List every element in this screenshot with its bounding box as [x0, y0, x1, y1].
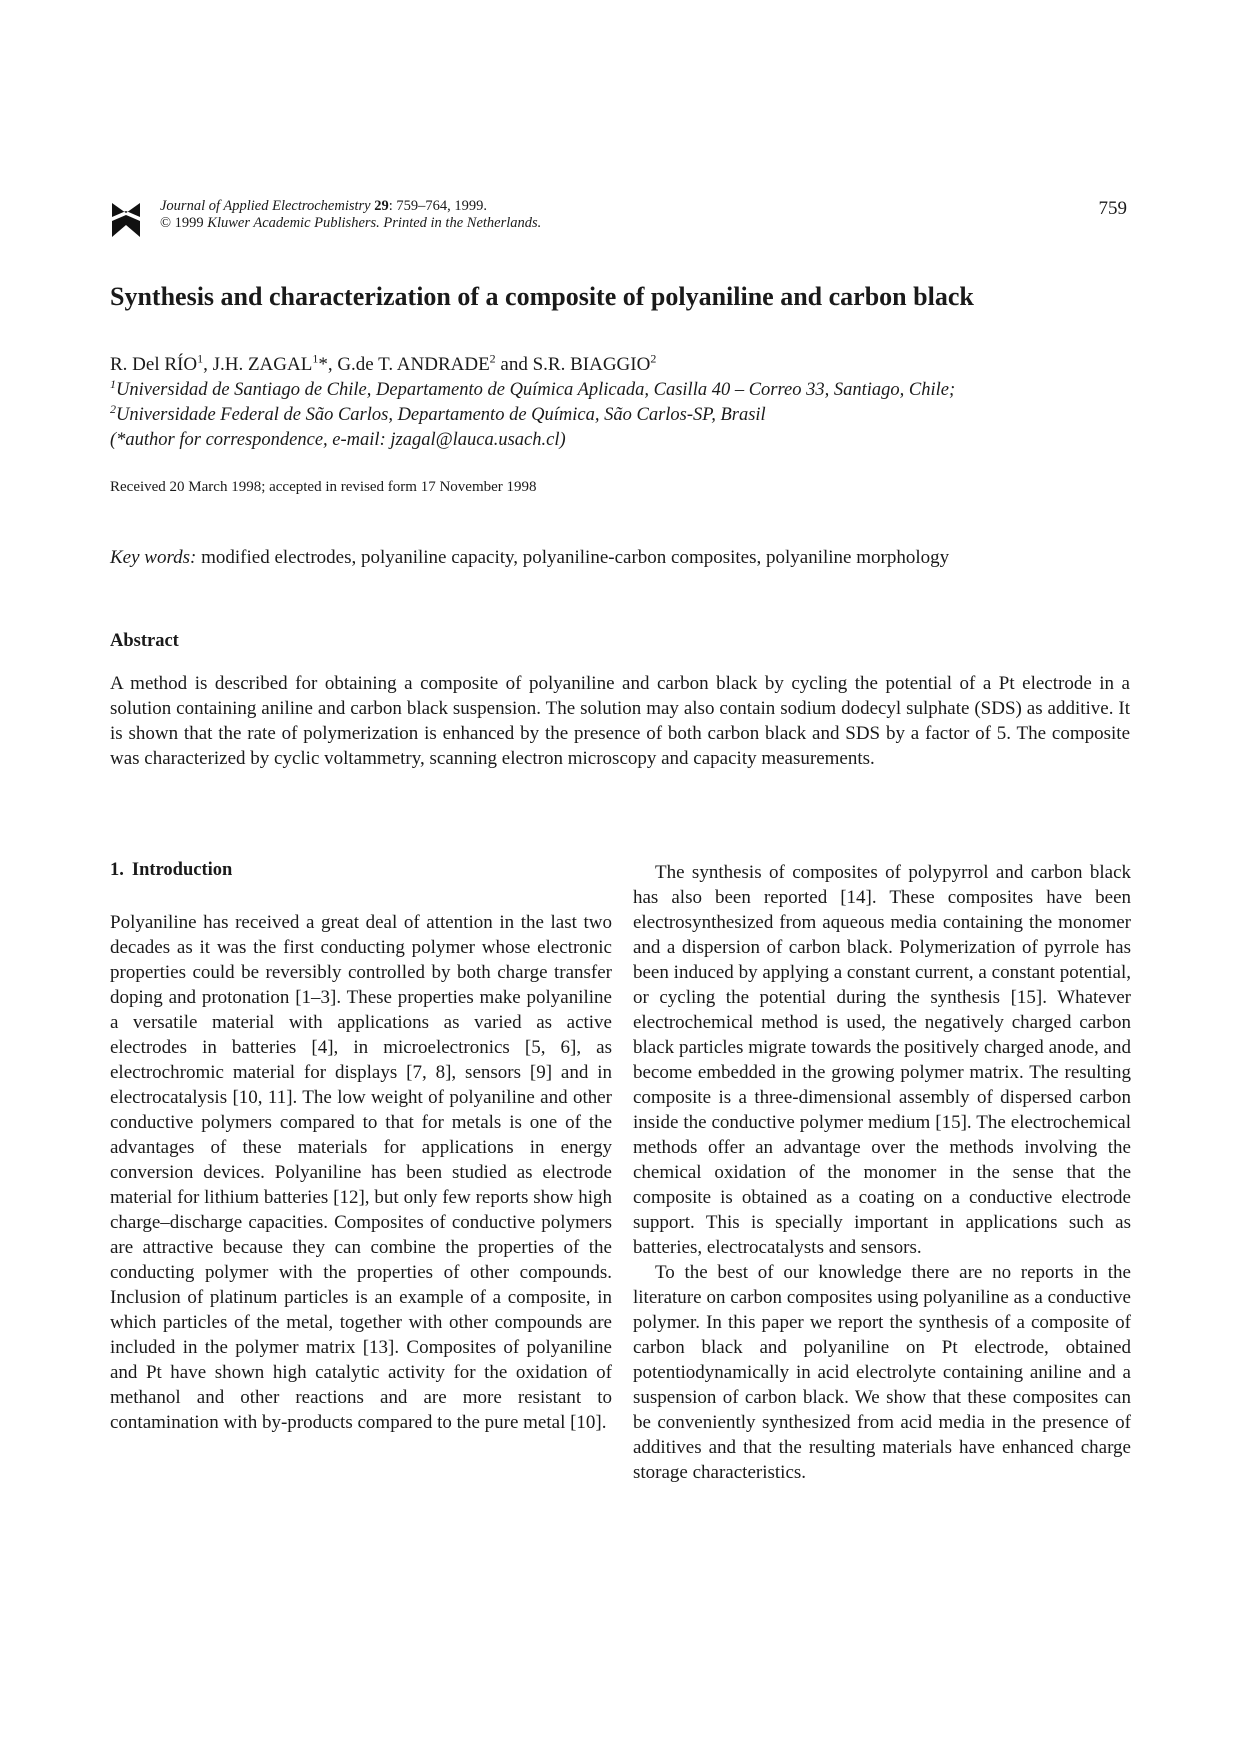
- copyright-line: [160, 215, 541, 232]
- affiliation-1: [110, 376, 956, 401]
- keywords-label: Key words:: [110, 547, 197, 568]
- paragraph: The synthesis of composites of polypyrrol and carbon black has also been reported [14]. These composites have been electrosynthesized from aqueous media containing the monomer and a dispersion of carbon black. Polymerization of pyrrole has been induced by applying a constant current, a constant potential, or cycling the potential during the synthesis [15]. Whatever electrochemical method is used, the negatively charged carbon black particles migrate towards the positively charged anode, and become embedded in the growing polymer matrix. The resulting composite is a three-dimensional assembly of dispersed carbon inside the conductive polymer medium [15]. The electrochemical methods offer an advantage over the methods involving the chemical oxidation of the monomer in the sense that the composite is obtained as a coating on a conductive electrode support. This is specially important in applications such as batteries, electrocatalysts and sensors.: [633, 862, 1131, 1258]
- journal-pages: : 759–764, 1999.: [388, 198, 488, 214]
- affiliation-text: Universidad de Santiago de Chile, Departamento de Química Aplicada, Casilla 40 – Correo 33, Santiago, Chile;: [116, 380, 956, 400]
- journal-name: Journal of Applied Electrochemistry: [160, 198, 371, 214]
- right-column: [633, 860, 1131, 1485]
- received-dates: Received 20 March 1998; accepted in revised form 17 November 1998: [110, 479, 537, 495]
- author-name: S.R. BIAGGIO: [532, 354, 651, 375]
- affiliation-sup: 2: [110, 401, 116, 416]
- paper-title: Synthesis and characterization of a composite of polyaniline and carbon black: [110, 282, 974, 311]
- keywords-text: modified electrodes, polyaniline capacity, polyaniline-carbon composites, polyaniline morphology: [196, 547, 950, 568]
- journal-citation: [160, 198, 541, 232]
- affiliation-text: Universidade Federal de São Carlos, Departamento de Química, São Carlos-SP, Brasil: [116, 405, 766, 425]
- author-affil-sup: 2: [650, 351, 657, 366]
- copyright-symbol: ©: [160, 215, 172, 231]
- author-name: G.de T. ANDRADE: [337, 354, 490, 375]
- section-heading-introduction: [110, 860, 240, 881]
- journal-line: [160, 198, 541, 215]
- affiliation-2: [110, 401, 766, 426]
- publisher-logo-icon: [110, 201, 142, 239]
- section-number: 1.: [110, 860, 124, 880]
- author-name: J.H. ZAGAL: [212, 354, 313, 375]
- author-separator: *,: [318, 354, 338, 375]
- author-separator: and: [495, 354, 533, 375]
- journal-volume: 29: [374, 198, 389, 214]
- keywords: [110, 547, 949, 569]
- correspondence-text: (*author for correspondence, e-mail: jzagal@lauca.usach.cl): [110, 430, 566, 450]
- correspondence-note: [110, 430, 566, 451]
- author-affil-sup: 1: [312, 351, 319, 366]
- copyright-year: 1999: [174, 215, 204, 231]
- left-column: [110, 910, 612, 1435]
- author-separator: ,: [203, 354, 213, 375]
- page-number: 759: [1098, 198, 1127, 219]
- paragraph: To the best of our knowledge there are no reports in the literature on carbon composites using polyaniline as a conductive polymer. In this paper we report the synthesis of a composite of carbon black and polyaniline on Pt electrode, obtained potentiodynamically in acid electrolyte containing aniline and a suspension of carbon black. We show that these composites can be conveniently synthesized from acid media in the presence of additives and that the resulting materials have enhanced charge storage characteristics.: [633, 1262, 1131, 1483]
- abstract-text: A method is described for obtaining a composite of polyaniline and carbon black by cycling the potential of a Pt electrode in a solution containing aniline and carbon black suspension. The solution may also contain sodium dodecyl sulphate (SDS) as additive. It is shown that the rate of polymerization is enhanced by the presence of both carbon black and SDS by a factor of 5. The composite was characterized by cyclic voltammetry, scanning electron microscopy and capacity measurements.: [110, 673, 1130, 769]
- author-affil-sup: 2: [489, 351, 496, 366]
- author-list: [110, 351, 657, 376]
- publisher-line: Kluwer Academic Publishers. Printed in the Netherlands.: [207, 215, 542, 231]
- paragraph: Polyaniline has received a great deal of attention in the last two decades as it was the first conducting polymer whose electronic properties could be reversibly controlled by both charge transfer doping and protonation [1–3]. These properties make polyaniline a versatile material with applications as varied as active electrodes in batteries [4], in microelectronics [5, 6], as electrochromic material for displays [7, 8], sensors [9] and in electrocatalysis [10, 11]. The low weight of polyaniline and other conductive polymers compared to that for metals is one of the advantages of these materials for applications in energy conversion devices. Polyaniline has been studied as electrode material for lithium batteries [12], but only few reports show high charge–discharge capacities. Composites of conductive polymers are attractive because they can combine the properties of the conducting polymer with the properties of other compounds. Inclusion of platinum particles is an example of a composite, in which particles of the metal, together with other compounds are included in the polymer matrix [13]. Composites of polyaniline and Pt have shown high catalytic activity for the oxidation of methanol and other reactions and are more resistant to contamination with by-products compared to the pure metal [10].: [110, 912, 612, 1433]
- affiliation-sup: 1: [110, 376, 116, 391]
- author-name: R. Del RÍO: [110, 354, 198, 375]
- section-title: Introduction: [131, 860, 233, 880]
- abstract-heading: Abstract: [110, 631, 179, 651]
- author-affil-sup: 1: [197, 351, 204, 366]
